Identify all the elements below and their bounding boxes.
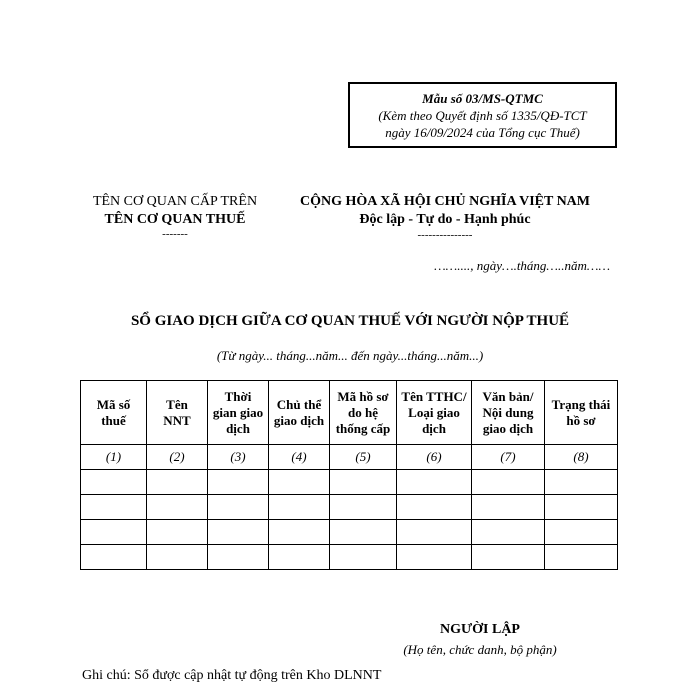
- table-cell: [472, 545, 545, 570]
- column-header-line: thuế: [101, 412, 126, 428]
- form-code: Mẫu số 03/MS-QTMC: [422, 90, 543, 106]
- table-cell: [330, 470, 397, 495]
- column-header: [147, 381, 208, 445]
- column-header-line: gian giao: [212, 404, 264, 420]
- transaction-ledger-table: [80, 380, 618, 570]
- form-reference-line-2: ngày 16/09/2024 của Tổng cục Thuế): [385, 124, 580, 140]
- table-cell: [545, 470, 618, 495]
- column-number: (1): [81, 445, 147, 470]
- table-cell: [208, 495, 269, 520]
- column-number: (8): [545, 445, 618, 470]
- nation-motto: Độc lập - Tự do - Hạnh phúc: [359, 212, 531, 227]
- column-header-line: Văn bản/: [482, 388, 534, 404]
- column-number: (2): [147, 445, 208, 470]
- column-header-line: Trạng thái: [551, 396, 611, 412]
- table-cell: [397, 470, 472, 495]
- column-header: [81, 381, 147, 445]
- table-row: [81, 545, 618, 570]
- column-header-line: Mã số: [96, 396, 131, 412]
- signer-note: (Họ tên, chức danh, bộ phận): [403, 642, 557, 657]
- table-cell: [269, 520, 330, 545]
- column-header-line: giao dịch: [273, 412, 325, 428]
- table-cell: [81, 545, 147, 570]
- column-header: [397, 381, 472, 445]
- table-cell: [397, 495, 472, 520]
- document-title: SỔ GIAO DỊCH GIỮA CƠ QUAN THUẾ VỚI NGƯỜI NỘP THUẾ: [130, 313, 570, 329]
- column-header-line: hồ sơ: [566, 412, 596, 428]
- nation-divider: ---------------: [417, 229, 473, 241]
- table-cell: [208, 470, 269, 495]
- table-cell: [472, 495, 545, 520]
- table-row: [81, 495, 618, 520]
- column-number: (3): [208, 445, 269, 470]
- period-line: (Từ ngày... tháng...năm... đến ngày...tháng...năm...): [216, 348, 484, 363]
- tax-agency-name: TÊN CƠ QUAN THUẾ: [104, 212, 246, 227]
- table-row: [81, 470, 618, 495]
- column-number: (4): [269, 445, 330, 470]
- table-cell: [208, 520, 269, 545]
- column-header-line: Mã hồ sơ: [337, 388, 389, 404]
- table-cell: [269, 470, 330, 495]
- table-cell: [545, 495, 618, 520]
- table-cell: [269, 495, 330, 520]
- column-header-line: Tên TTHC/: [401, 388, 467, 404]
- column-number-row: [81, 445, 618, 470]
- column-header-line: dịch: [226, 420, 250, 436]
- column-header-line: NNT: [163, 412, 191, 428]
- nation-name: CỘNG HÒA XÃ HỘI CHỦ NGHĨA VIỆT NAM: [299, 194, 590, 209]
- parent-agency: TÊN CƠ QUAN CẤP TRÊN: [92, 194, 258, 209]
- table-cell: [147, 545, 208, 570]
- table-cell: [545, 520, 618, 545]
- column-header-line: thống cấp: [335, 420, 391, 436]
- table-cell: [81, 495, 147, 520]
- header-row: [81, 381, 618, 445]
- table-cell: [208, 545, 269, 570]
- column-header: [545, 381, 618, 445]
- table-cell: [397, 520, 472, 545]
- national-header: [280, 193, 610, 241]
- table-cell: [545, 545, 618, 570]
- table-cell: [330, 520, 397, 545]
- table-cell: [81, 520, 147, 545]
- table-cell: [472, 520, 545, 545]
- column-header: [269, 381, 330, 445]
- table-cell: [330, 495, 397, 520]
- table-cell: [147, 520, 208, 545]
- table-cell: [147, 470, 208, 495]
- form-reference-line-1: (Kèm theo Quyết định số 1335/QĐ-TCT: [378, 107, 587, 123]
- column-header-line: Chủ thể: [276, 396, 322, 412]
- column-header-line: do hệ: [348, 404, 378, 420]
- footnote: Ghi chú: Sổ được cập nhật tự động trên Kho DLNNT: [82, 668, 382, 683]
- column-header-line: giao dịch: [482, 420, 534, 436]
- form-code-box: [348, 82, 617, 148]
- column-number: (7): [472, 445, 545, 470]
- table-row: [81, 520, 618, 545]
- column-number: (6): [397, 445, 472, 470]
- column-header-line: Loại giao: [408, 404, 460, 420]
- table-cell: [147, 495, 208, 520]
- table-cell: [472, 470, 545, 495]
- column-header: [208, 381, 269, 445]
- column-header-line: Nội dung: [482, 404, 534, 420]
- table-cell: [330, 545, 397, 570]
- table-cell: [81, 470, 147, 495]
- table-cell: [397, 545, 472, 570]
- agency-header: [80, 193, 270, 239]
- column-header-line: dịch: [422, 420, 446, 436]
- column-header-line: Tên: [166, 396, 188, 412]
- agency-divider: -------: [162, 228, 188, 240]
- column-header: [472, 381, 545, 445]
- place-date-line: ……...., ngày….tháng…..năm……: [434, 258, 610, 273]
- signer-title: NGƯỜI LẬP: [440, 622, 520, 637]
- column-number: (5): [330, 445, 397, 470]
- column-header-line: Thời: [224, 388, 252, 404]
- table-cell: [269, 545, 330, 570]
- column-header: [330, 381, 397, 445]
